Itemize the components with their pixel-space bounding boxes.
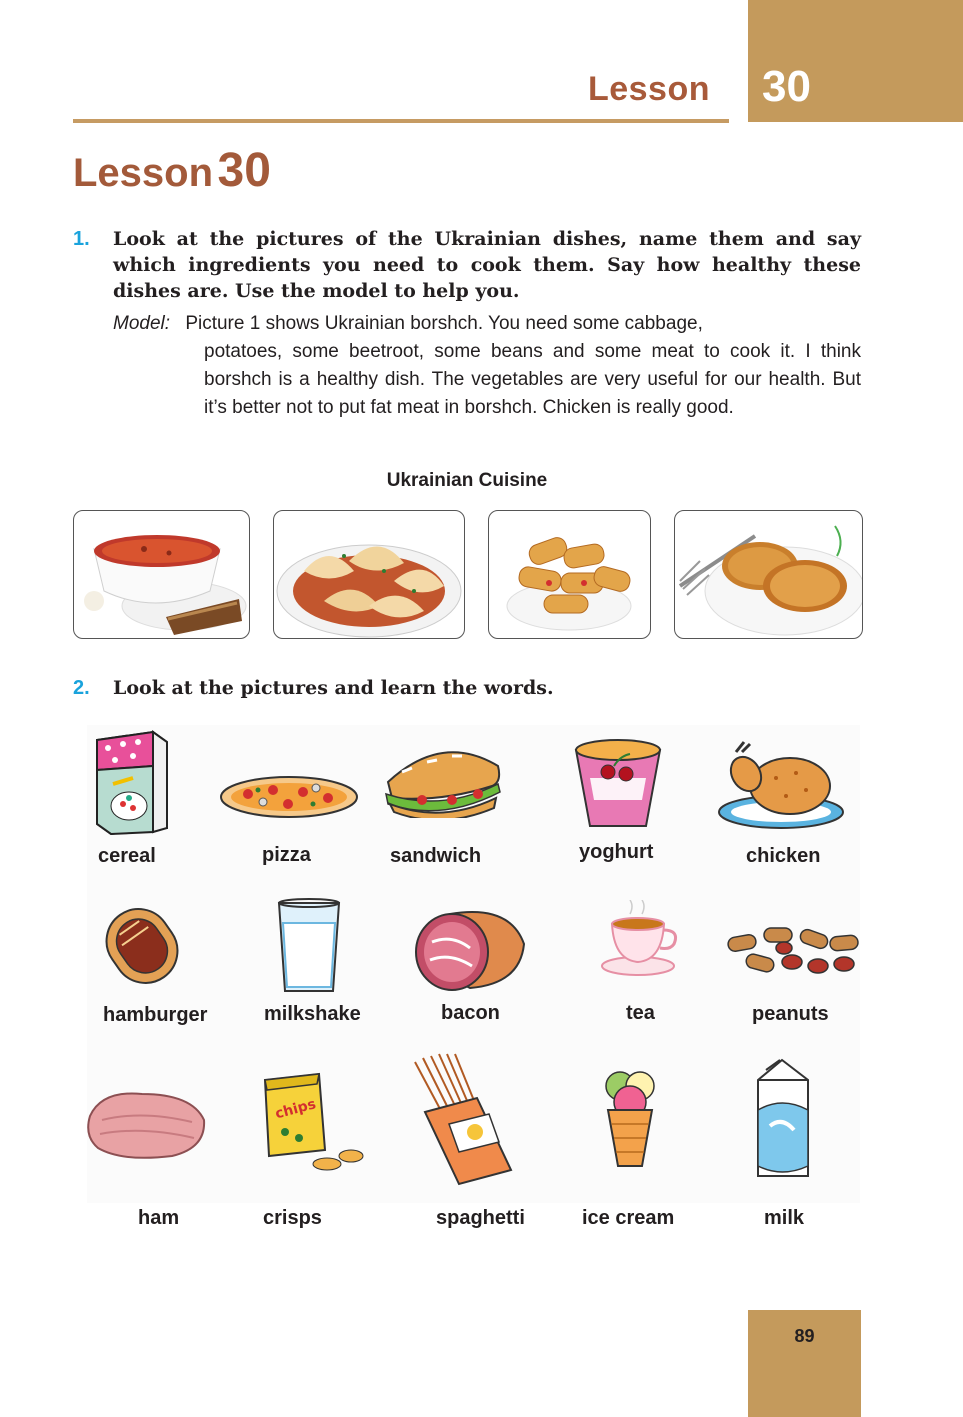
milk-icon	[752, 1056, 814, 1180]
model-first-line	[113, 310, 861, 338]
deruny-photo	[674, 510, 863, 639]
word-yoghurt: yoghurt	[579, 841, 654, 863]
ham-icon	[82, 1086, 210, 1162]
milkshake-icon	[275, 897, 343, 995]
model-label: Model:	[113, 313, 171, 334]
crisps-packet-label: chips	[273, 1096, 318, 1123]
page-title	[73, 143, 271, 198]
page-number: 89	[794, 1326, 815, 1346]
header-divider	[73, 119, 729, 123]
model-text-line1: Picture 1 shows Ukrainian borshch. You need some cabbage,	[185, 313, 703, 334]
word-milk: milk	[764, 1207, 805, 1229]
exercise-2-task: Look at the pictures and learn the words.	[113, 677, 554, 699]
chicken-icon	[716, 738, 846, 830]
exercise-1-number: 1.	[73, 228, 90, 250]
cereal-icon	[93, 728, 171, 836]
word-crisps: crisps	[263, 1207, 322, 1229]
crisps-icon	[255, 1070, 367, 1172]
word-spaghetti: spaghetti	[436, 1207, 525, 1229]
exercise-2-number: 2.	[73, 677, 90, 699]
holubtsi-photo	[488, 510, 651, 639]
model-text-rest: potatoes, some beetroot, some beans and some meat to cook it. I think borshch is a healthy dish. The vegetables are very useful for our health. But it’s better not to put fat meat in borshch. Chicken is really good.	[204, 341, 861, 418]
word-ham: ham	[138, 1207, 180, 1229]
bacon-icon	[410, 904, 528, 992]
word-milkshake: milkshake	[264, 1003, 361, 1025]
word-chicken: chicken	[746, 845, 821, 867]
word-sandwich: sandwich	[390, 845, 482, 867]
word-hamburger: hamburger	[103, 1004, 208, 1026]
yoghurt-icon	[570, 738, 666, 830]
hamburger-icon	[96, 898, 188, 994]
varenyky-photo	[273, 510, 465, 639]
word-tea: tea	[626, 1002, 655, 1024]
word-bacon: bacon	[441, 1002, 500, 1024]
ice-cream-icon	[598, 1066, 662, 1168]
peanuts-icon	[726, 922, 860, 980]
exercise-1-task: Look at the pictures of the Ukrainian dishes, name them and say which ingredients you need to cook them. Say how healthy these dishes are. Use the model to help you.	[113, 228, 861, 302]
tea-icon	[600, 900, 684, 978]
word-pizza: pizza	[262, 844, 311, 866]
sandwich-icon	[382, 742, 504, 818]
header-lesson-word: Lesson	[587, 70, 710, 108]
borshch-photo	[73, 510, 250, 639]
cuisine-caption: Ukrainian Cuisine	[386, 470, 548, 491]
title-number: 30	[217, 144, 271, 197]
word-cereal: cereal	[98, 845, 156, 867]
word-peanuts: peanuts	[752, 1003, 829, 1025]
title-word: Lesson	[73, 151, 214, 195]
word-ice-cream: ice cream	[582, 1207, 675, 1229]
header-lesson-number: 30	[762, 62, 811, 111]
pizza-icon	[218, 772, 360, 822]
spaghetti-icon	[405, 1052, 515, 1186]
